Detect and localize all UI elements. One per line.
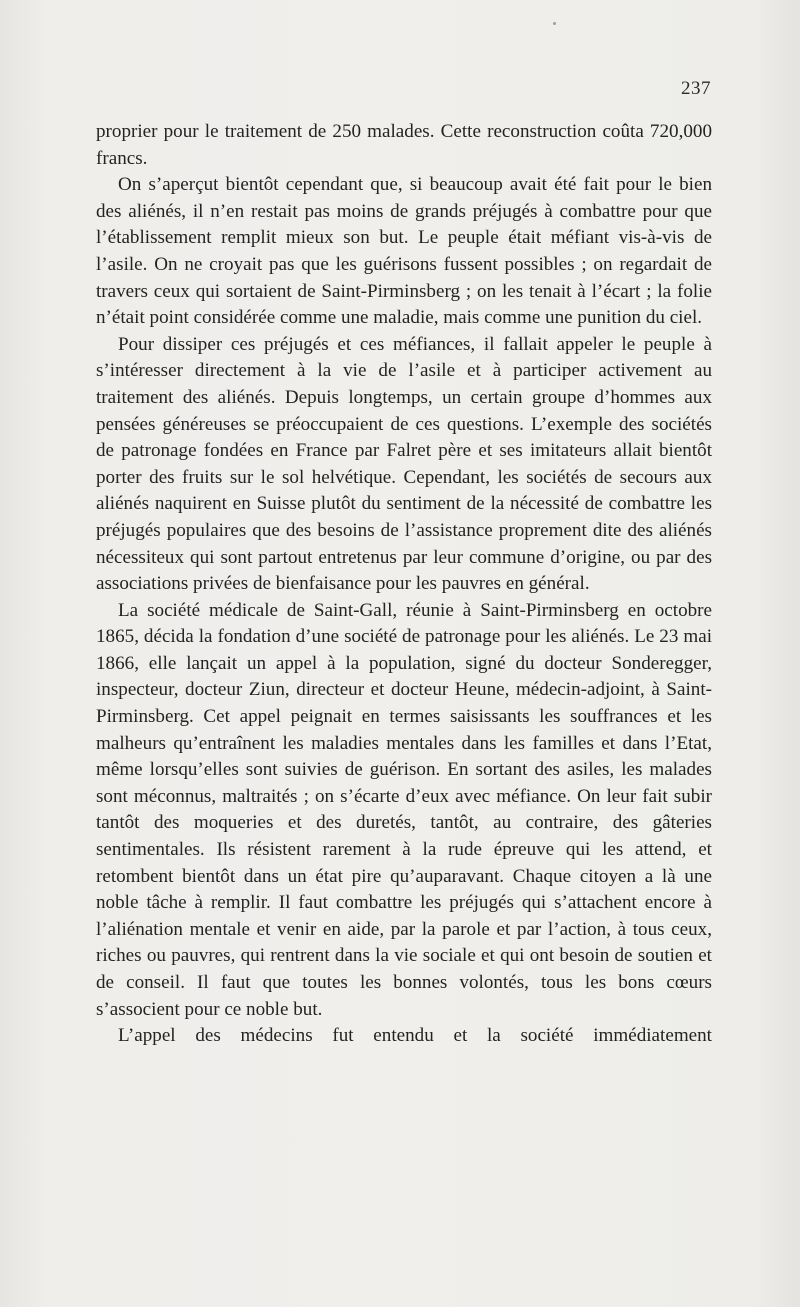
paragraph-continuation: proprier pour le traitement de 250 malades. Cette reconstruction coûta 720,000 francs. <box>96 121 712 169</box>
paragraph-saint-gall-society: La société médicale de Saint-Gall, réunie à Saint-Pirminsberg en octobre 1865, décida la fondation d’une société de patronage pour les aliénés. Le 23 mai 1866, elle lançait un appel à la population, signé du docteur Sonderegger, inspecteur, docteur Ziun, directeur et docteur Heune, médecin-adjoint, à Saint-Pirminsberg. Cet appel peignait en termes saisissants les souffrances et les malheurs qu’entraînent les maladies mentales dans les familles et dans l’Etat, même lorsqu’elles sont suivies de guérison. En sortant des asiles, les malades sont méconnus, maltraités ; on s’écarte d’eux avec méfiance. On leur fait subir tantôt des moqueries et des duretés, tantôt, au contraire, des gâteries sentimentales. Ils résistent rarement à la rude épreuve qui les attend, et retombent bientôt dans un état pire qu’auparavant. Chaque citoyen a là une noble tâche à remplir. Il faut combattre les préjugés qui s’attachent encore à l’aliénation mentale et venir en aide, par la parole et par l’action, à tous ceux, riches ou pauvres, qui rentrent dans la vie sociale et qui ont besoin de soutien et de conseil. Il faut que toutes les bonnes volontés, tous les bons cœurs s’associent pour ce noble but. <box>96 599 712 1020</box>
paragraph-prejudices: On s’aperçut bientôt cependant que, si beaucoup avait été fait pour le bien des aliénés, il n’en restait pas moins de grands préjugés à combattre pour que l’établissement remplit mieux son but. Le peuple était méfiant vis-à-vis de l’asile. On ne croyait pas que les guérisons fussent possibles ; on regardait de travers ceux qui sortaient de Saint-Pirminsberg ; on les tenait à l’écart ; la folie n’était point considérée comme une maladie, mais comme une punition du ciel. <box>96 174 712 329</box>
paragraph-appeal-heard: L’appel des médecins fut entendu et la société immédiatement <box>118 1025 712 1047</box>
paragraph-dissipate-prejudices: Pour dissiper ces préjugés et ces méfiances, il fallait appeler le peuple à s’intéresser directement à la vie de l’asile et à participer activement au traitement des aliénés. Depuis longtemps, un certain groupe d’hommes aux pensées généreuses se préoccupaient de ces questions. L’exemple des sociétés de patronage fondées en France par Falret père et ses imitateurs allait bientôt porter des fruits sur le sol helvétique. Cependant, les sociétés de secours aux aliénés naquirent en Suisse plutôt du sentiment de la nécessité de combattre les préjugés populaires que des besoins de l’assistance proprement dite des aliénés nécessiteux qui sont partout entretenus par leur commune d’origine, ou par des associations privées de bienfaisance pour les pauvres en général. <box>96 333 712 595</box>
paper-speck <box>553 22 556 25</box>
page-number: 237 <box>681 78 711 99</box>
body-text <box>96 119 712 1050</box>
